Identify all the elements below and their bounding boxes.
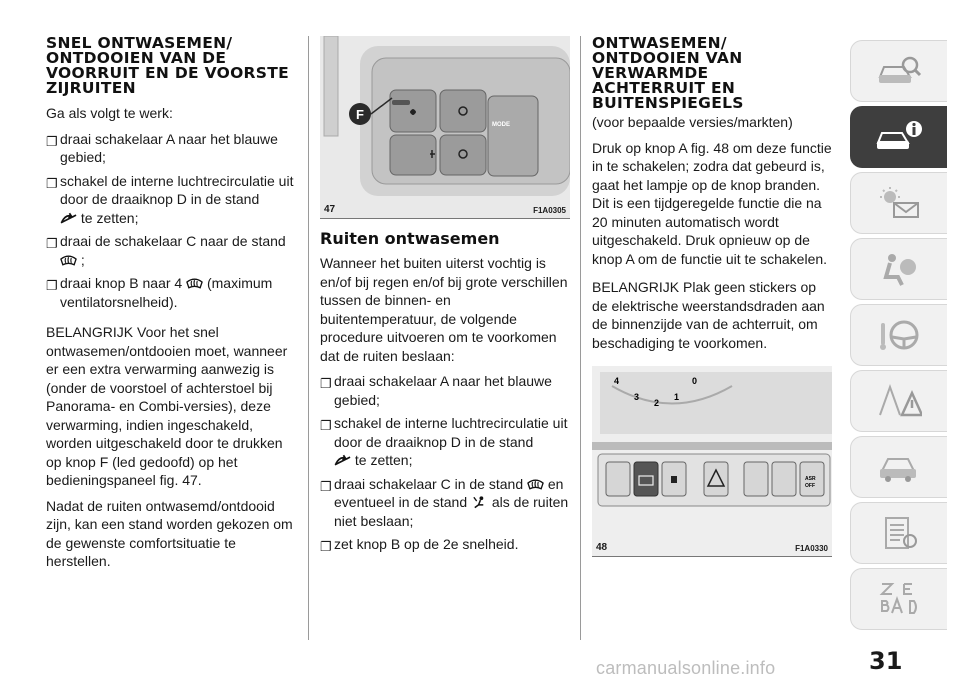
list-item-text: draai de schakelaar C naar de stand xyxy=(60,233,286,249)
callout-f: F xyxy=(356,107,364,122)
asr-label: ASR xyxy=(805,476,816,482)
dial-label: 2 xyxy=(654,398,660,408)
tab-car-info[interactable] xyxy=(850,106,947,168)
intro-text: Ga als volgt te werk: xyxy=(46,105,173,121)
watermark: carmanualsonline.info xyxy=(596,658,776,678)
column-divider xyxy=(308,36,309,640)
chapter-tabs xyxy=(850,40,946,634)
column-divider xyxy=(580,36,581,640)
figure-number: 48 xyxy=(596,542,608,553)
tab-airbag-person[interactable] xyxy=(850,238,947,300)
dial-label: 4 xyxy=(614,376,620,386)
checkbox-bullet-icon: ❐ xyxy=(320,376,332,391)
list-item xyxy=(46,232,298,269)
list-item xyxy=(320,535,570,554)
figure-47 xyxy=(320,36,570,219)
asr-off-label: OFF xyxy=(805,483,815,489)
list-item-text: te zetten; xyxy=(354,452,413,468)
figure-48 xyxy=(592,366,832,557)
tab-warning-lights[interactable] xyxy=(850,172,947,234)
alphabet-index-icon xyxy=(876,581,922,617)
note-paragraph: BELANGRIJK Plak geen stickers op de elektrische weerstandsdraden aan de binnenzijde van de achterruit, om beschadiging te voorkomen. xyxy=(592,279,825,351)
list-item xyxy=(46,172,298,228)
checkbox-bullet-icon: ❐ xyxy=(46,278,58,293)
airflow-feet-windshield-icon xyxy=(471,495,488,509)
column-1 xyxy=(46,36,298,578)
list-item-text: draai knop B naar 4 xyxy=(60,275,183,291)
list-item-text: zet knop B op de 2e snelheid. xyxy=(334,536,519,552)
tab-car-search[interactable] xyxy=(850,40,947,102)
dial-label: 0 xyxy=(692,376,698,386)
figure-number: 47 xyxy=(324,204,336,215)
road-warning-icon xyxy=(876,383,922,419)
dial-label: 3 xyxy=(634,392,640,402)
car-search-icon xyxy=(876,53,922,89)
list-item xyxy=(320,475,570,531)
tab-car-service[interactable] xyxy=(850,436,947,498)
list-item xyxy=(320,414,570,470)
windshield-defrost-icon xyxy=(60,253,77,267)
body-paragraph: Wanneer het buiten uiterst vochtig is en/of bij regen en/of bij grote verschillen tussen de binnen- en buitentemperatuur, de volgende procedure uitvoeren om te voorkomen dat de ruiten beslaan: xyxy=(320,255,568,364)
column-3 xyxy=(592,36,832,557)
tab-road-warning[interactable] xyxy=(850,370,947,432)
list-item-text: draai schakelaar C in de stand xyxy=(334,475,524,492)
section-heading-defog: Ruiten ontwasemen xyxy=(320,229,500,248)
warning-lights-icon xyxy=(876,185,922,221)
list-item-text: en eventueel in de stand xyxy=(334,475,564,510)
list-item-text: (maximum ventilatorsnelheid). xyxy=(60,275,273,310)
checkbox-bullet-icon: ❐ xyxy=(320,418,332,433)
figure-code: F1A0330 xyxy=(795,544,828,553)
list-item-text: schakel de interne luchtrecirculatie uit door de draaiknop D in de stand xyxy=(334,415,568,450)
recirculation-off-icon xyxy=(60,211,77,225)
dashboard-switches-image xyxy=(592,366,832,556)
list-item xyxy=(46,274,298,311)
section-heading-rear-defrost: ONTWASEMEN/ ONTDOOIEN VAN VERWARMDE ACHTERRUIT EN BUITENSPIEGELS xyxy=(592,34,744,112)
column-2 xyxy=(320,36,570,559)
steering-wheel-icon xyxy=(876,317,922,353)
tab-alphabet-index[interactable] xyxy=(850,568,947,630)
tab-spec-list[interactable] xyxy=(850,502,947,564)
list-item-text: als de ruiten niet beslaan; xyxy=(334,494,569,529)
recirculation-off-icon xyxy=(334,453,351,467)
dial-label: 1 xyxy=(674,392,680,402)
body-paragraph: Nadat de ruiten ontwasemd/ontdooid zijn, kan een stand worden gekozen om de gewenste comfortsituatie te herstellen. xyxy=(46,497,293,569)
list-item-text: schakel de interne luchtrecirculatie uit door de draaiknop D in de stand xyxy=(60,172,294,207)
body-paragraph: Druk op knop A fig. 48 om deze functie in te schakelen; zodra dat gebeurd is, gaat het lampje op de knop branden. Dit is een tijdgeregelde functie die na 20 minuten automatisch wordt uitgeschakeld. Druk opnieuw op de knop A om de functie uit te schakelen. xyxy=(592,139,832,267)
checkbox-bullet-icon: ❐ xyxy=(320,478,332,494)
checkbox-bullet-icon: ❐ xyxy=(46,133,58,149)
list-item xyxy=(46,130,298,167)
list-item-text: draai schakelaar A naar het blauwe gebied; xyxy=(334,373,552,408)
list-item xyxy=(320,372,570,409)
note-paragraph: BELANGRIJK Voor het snel ontwasemen/ontdooien moet, wanneer er een extra verwarming aanwezig is (onder de voorstoel of achterstoel bij Panorama- en Combi-versies), deze verwarming, indien ingeschakeld, worden uitgeschakeld door te drukken op knop F (led gedoofd) op het bedieningspaneel fig. 47. xyxy=(46,324,288,488)
windshield-defrost-icon xyxy=(527,477,544,491)
checkbox-bullet-icon: ❐ xyxy=(46,236,58,251)
page-number: 31 xyxy=(869,647,903,675)
list-item-text: ; xyxy=(80,251,85,268)
mode-label: MODE xyxy=(492,122,510,128)
checkbox-bullet-icon: ❐ xyxy=(320,539,332,554)
windshield-defrost-icon xyxy=(186,276,203,290)
airbag-person-icon xyxy=(876,251,922,287)
list-item-text: te zetten; xyxy=(80,209,139,226)
section-heading-quick-defrost: SNEL ONTWASEMEN/ ONTDOOIEN VAN DE VOORRUIT EN DE VOORSTE ZIJRUITEN xyxy=(46,34,290,97)
figure-code: F1A0305 xyxy=(533,206,566,215)
subheading: (voor bepaalde versies/markten) xyxy=(592,114,793,130)
list-item-text: draai schakelaar A naar het blauwe gebied; xyxy=(60,130,278,165)
spec-list-icon xyxy=(876,515,922,551)
car-info-icon xyxy=(874,119,924,155)
car-service-icon xyxy=(876,449,922,485)
control-panel-image xyxy=(320,36,570,218)
checkbox-bullet-icon: ❐ xyxy=(46,175,58,191)
tab-steering-wheel[interactable] xyxy=(850,304,947,366)
